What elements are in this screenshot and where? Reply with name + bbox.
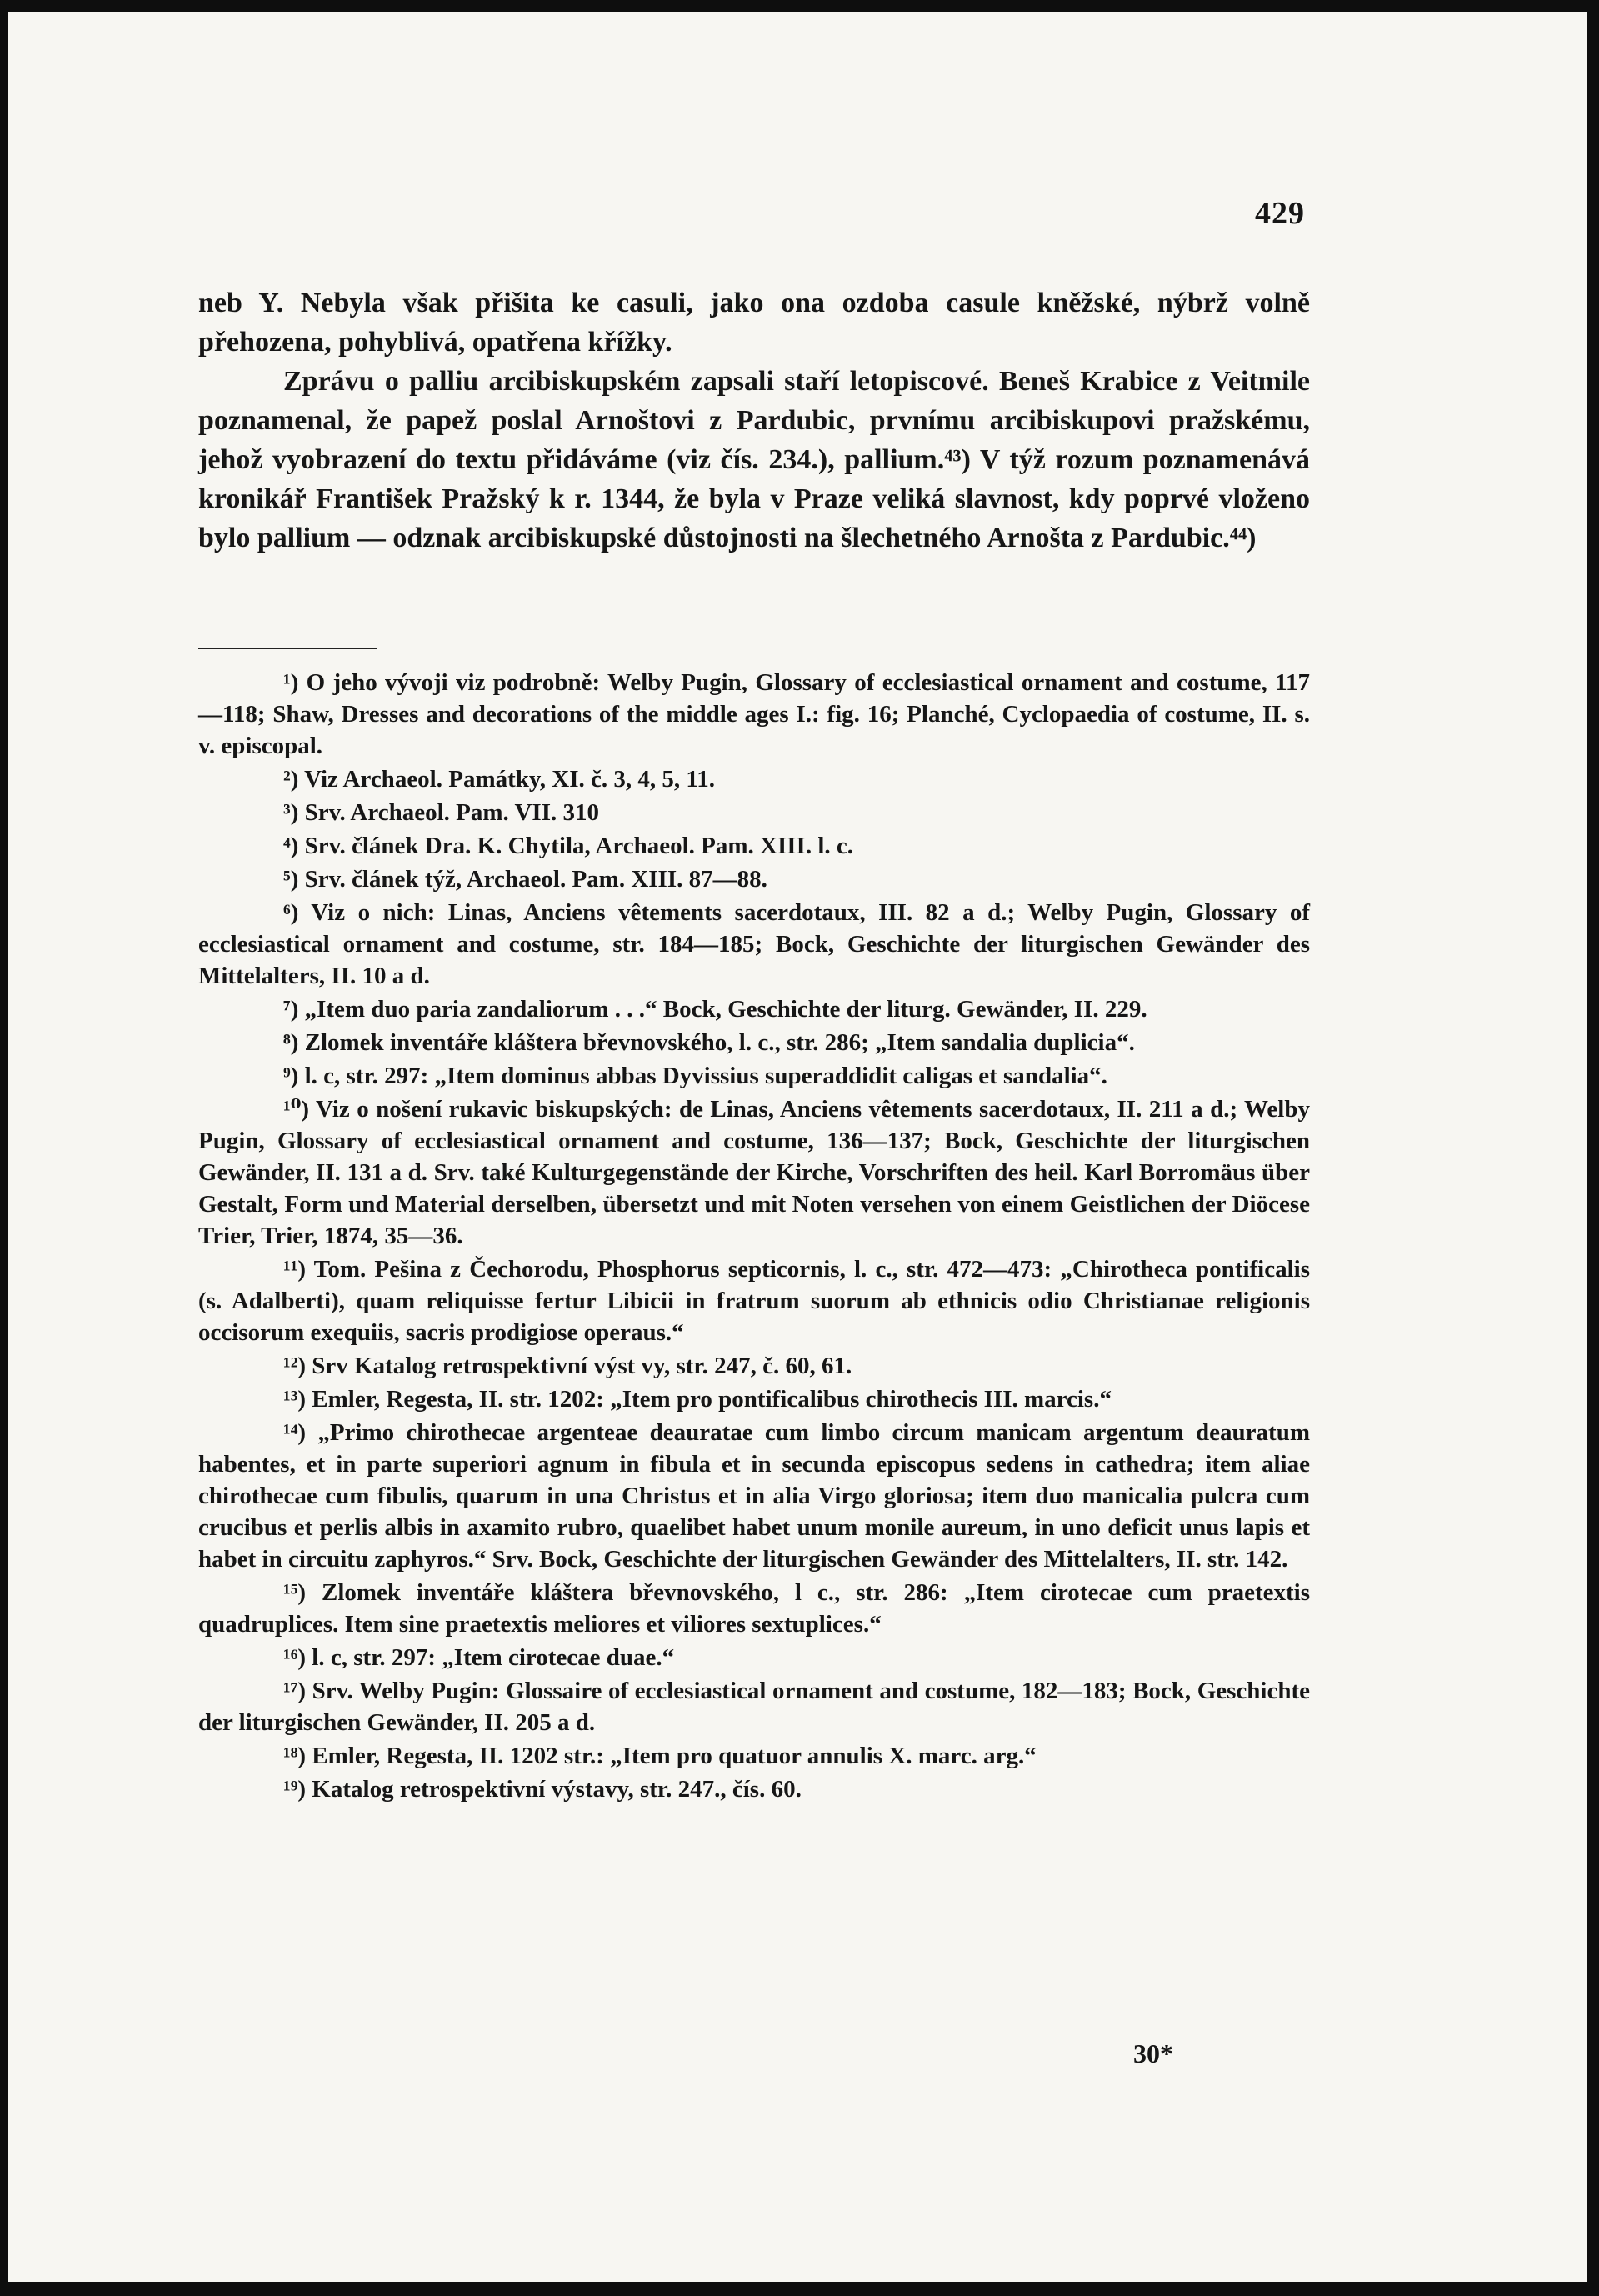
footnote-6: ⁶) Viz o nich: Linas, Anciens vêtements sacerdotaux, III. 82 a d.; Welby Pugin, Glossary of ecclesiastical ornament and costume, str. 184—185; Bock, Geschichte der liturgischen Gewänder des Mittelalters, II. 10 a d. <box>198 899 1310 989</box>
footnote-11: ¹¹) Tom. Pešina z Čechorodu, Phosphorus septicornis, l. c., str. 472—473: „Chirotheca pontificalis (s. Adalberti), quam reliquisse fertur Libicii in fratrum suorum ab ethnicis odio Christianae religionis occisorum exequiis, sacris prodigiose operaus.“ <box>198 1256 1310 1346</box>
footnote-10: ¹⁰) Viz o nošení rukavic biskupských: de Linas, Anciens vêtements sacerdotaux, II. 211 a d.; Welby Pugin, Glossary of ecclesiastical ornament and costume, 136—137; Bock, Geschichte der liturgischen Gewänder, II. 131 a d. Srv. také Kulturgegenstände der Kirche, Vorschriften des heil. Karl Borromäus über Gestalt, Form und Material derselben, übersetzt und mit Noten versehen von einem Geistlichen der Diöcese Trier, Trier, 1874, 35—36. <box>198 1096 1310 1249</box>
footnote-5: ⁵) Srv. článek týž, Archaeol. Pam. XIII. 87—88. <box>283 866 767 893</box>
footnote-18: ¹⁸) Emler, Regesta, II. 1202 str.: „Item pro quatuor annulis X. marc. arg.“ <box>283 1743 1037 1769</box>
footnote-3: ³) Srv. Archaeol. Pam. VII. 310 <box>283 799 599 826</box>
footnote-separator <box>198 648 377 649</box>
footnote-2: ²) Viz Archaeol. Památky, XI. č. 3, 4, 5, 11. <box>283 766 716 793</box>
footnote-13: ¹³) Emler, Regesta, II. str. 1202: „Item pro pontificalibus chirothecis III. marcis.“ <box>283 1386 1112 1413</box>
footnote-19: ¹⁹) Katalog retrospektivní výstavy, str. 247., čís. 60. <box>283 1776 802 1803</box>
body-paragraph-1: neb Y. Nebyla však přišita ke casuli, jako ona ozdoba casule kněžské, nýbrž volně přehozena, pohyblivá, opatřena křížky. <box>198 288 1310 358</box>
body-paragraph-2: Zprávu o palliu arcibiskupském zapsali staří letopiscové. Beneš Krabice z Veitmile poznamenal, že papež poslal Arnoštovi z Pardubic, prvnímu arcibiskupovi pražskému, jehož vyobrazení do textu přidáváme (viz čís. 234.), pallium.⁴³) V týž rozum poznamenává kronikář František Pražský k r. 1344, že byla v Praze veliká slavnost, kdy poprvé vloženo bylo pallium — odznak arcibiskupské důstojnosti na šlechetného Arnošta z Pardubic.⁴⁴) <box>198 366 1310 553</box>
footnote-12: ¹²) Srv Katalog retrospektivní výst vy, str. 247, č. 60, 61. <box>283 1353 852 1379</box>
footnote-14: ¹⁴) „Primo chirothecae argenteae deauratae cum limbo circum manicam argentum deauratum habentes, et in parte superiori agnum in fibula et in secunda episcopus sedens in cathedra; item aliae chirothecae cum fibulis, quarum in una Christus et in alia Virgo gloriosa; item duo manicalia pulcra cum crucibus et perlis albis in axamito rubro, quaelibet habet unum monile aureum, in uno deficit unus lapis et habet in circuitu zaphyros.“ Srv. Bock, Geschichte der liturgischen Gewänder des Mittelalters, II. str. 142. <box>198 1419 1310 1573</box>
page-number: 429 <box>1255 196 1305 231</box>
printer-signature: 30* <box>1133 2038 1173 2068</box>
footnote-16: ¹⁶) l. c, str. 297: „Item cirotecae duae.“ <box>283 1644 675 1671</box>
footnotes <box>198 667 1310 1807</box>
footnote-1: ¹) O jeho vývoji viz podrobně: Welby Pugin, Glossary of ecclesiastical ornament and costume, 117—118; Shaw, Dresses and decorations of the middle ages I.: fig. 16; Planché, Cyclopaedia of costume, II. s. v. episcopal. <box>198 669 1310 759</box>
footnote-15: ¹⁵) Zlomek inventáře kláštera břevnovského, l c., str. 286: „Item cirotecae cum praetextis quadruplices. Item sine praetextis meliores et viliores sextuplices.“ <box>198 1579 1310 1638</box>
footnote-9: ⁹) l. c, str. 297: „Item dominus abbas Dyvissius superaddidit caligas et sandalia“. <box>283 1063 1107 1089</box>
footnote-17: ¹⁷) Srv. Welby Pugin: Glossaire of ecclesiastical ornament and costume, 182—183; Bock, Geschichte der liturgischen Gewänder, II. 205 a d. <box>198 1678 1310 1736</box>
main-text <box>198 283 1310 558</box>
footnote-4: ⁴) Srv. článek Dra. K. Chytila, Archaeol. Pam. XIII. l. c. <box>283 833 853 859</box>
footnote-7: ⁷) „Item duo paria zandaliorum . . .“ Bock, Geschichte der liturg. Gewänder, II. 229. <box>283 996 1147 1023</box>
footnote-8: ⁸) Zlomek inventáře kláštera břevnovského, l. c., str. 286; „Item sandalia duplicia“. <box>283 1029 1135 1056</box>
